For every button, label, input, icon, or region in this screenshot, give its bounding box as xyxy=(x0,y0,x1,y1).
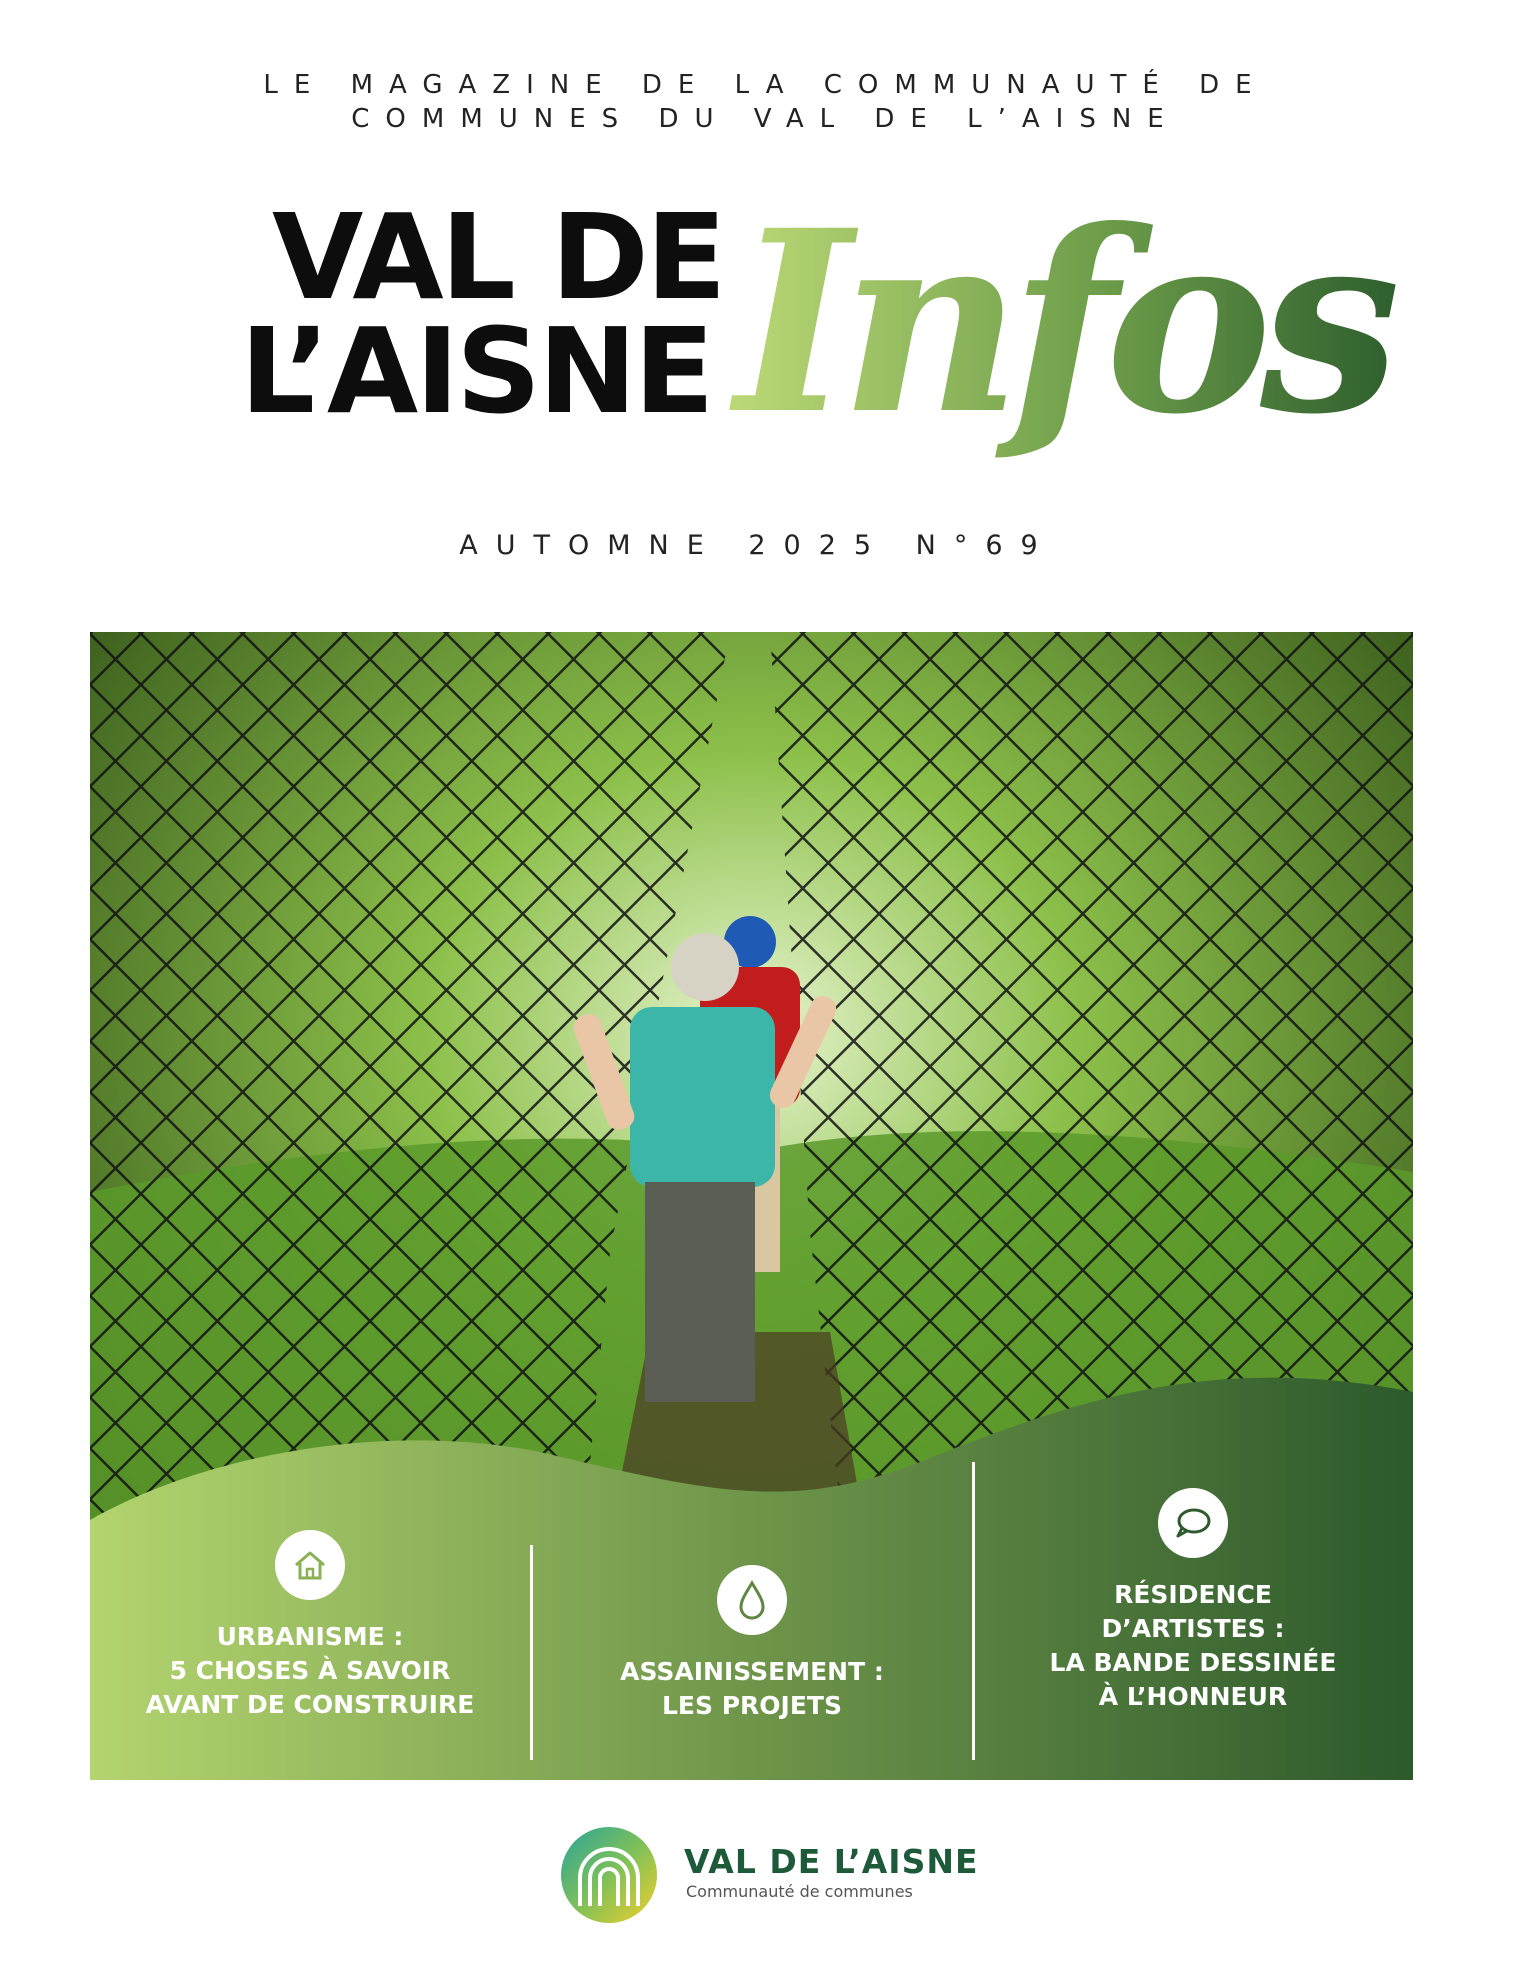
water-drop-icon xyxy=(717,1565,787,1635)
speech-bubble-icon xyxy=(1158,1488,1228,1558)
tagline-line-1: LE MAGAZINE DE LA COMMUNAUTÉ DE xyxy=(263,70,1268,100)
masthead-script-word: Infos xyxy=(735,175,1389,469)
masthead-script-title xyxy=(725,150,1389,510)
feature-assainissement[interactable] xyxy=(542,1565,962,1723)
issue-label: AUTOMNE 2025 N°69 xyxy=(459,530,1056,561)
feature-divider-2 xyxy=(972,1462,975,1760)
feature-residence[interactable] xyxy=(983,1488,1403,1714)
feature-residence-title: RÉSIDENCE D’ARTISTES : LA BANDE DESSINÉE À L’HONNEUR xyxy=(1049,1580,1337,1711)
feature-divider-1 xyxy=(530,1545,533,1760)
feature-assainissement-title: ASSAINISSEMENT : LES PROJETS xyxy=(620,1657,884,1720)
house-icon xyxy=(275,1530,345,1600)
feature-urbanisme-title: URBANISME : 5 CHOSES À SAVOIR AVANT DE CONSTRUIRE xyxy=(145,1622,475,1719)
logo-name: VAL DE L’AISNE xyxy=(684,1842,979,1881)
masthead-line-2: L’AISNE xyxy=(240,302,712,440)
logo-subtitle: Communauté de communes xyxy=(686,1882,913,1901)
masthead-line-1: VAL DE xyxy=(272,188,724,326)
magazine-tagline xyxy=(0,68,1515,136)
tagline-line-2: COMMUNES DU VAL DE L’AISNE xyxy=(351,104,1180,134)
feature-urbanisme[interactable] xyxy=(100,1530,520,1722)
community-logo-icon xyxy=(560,1826,658,1924)
